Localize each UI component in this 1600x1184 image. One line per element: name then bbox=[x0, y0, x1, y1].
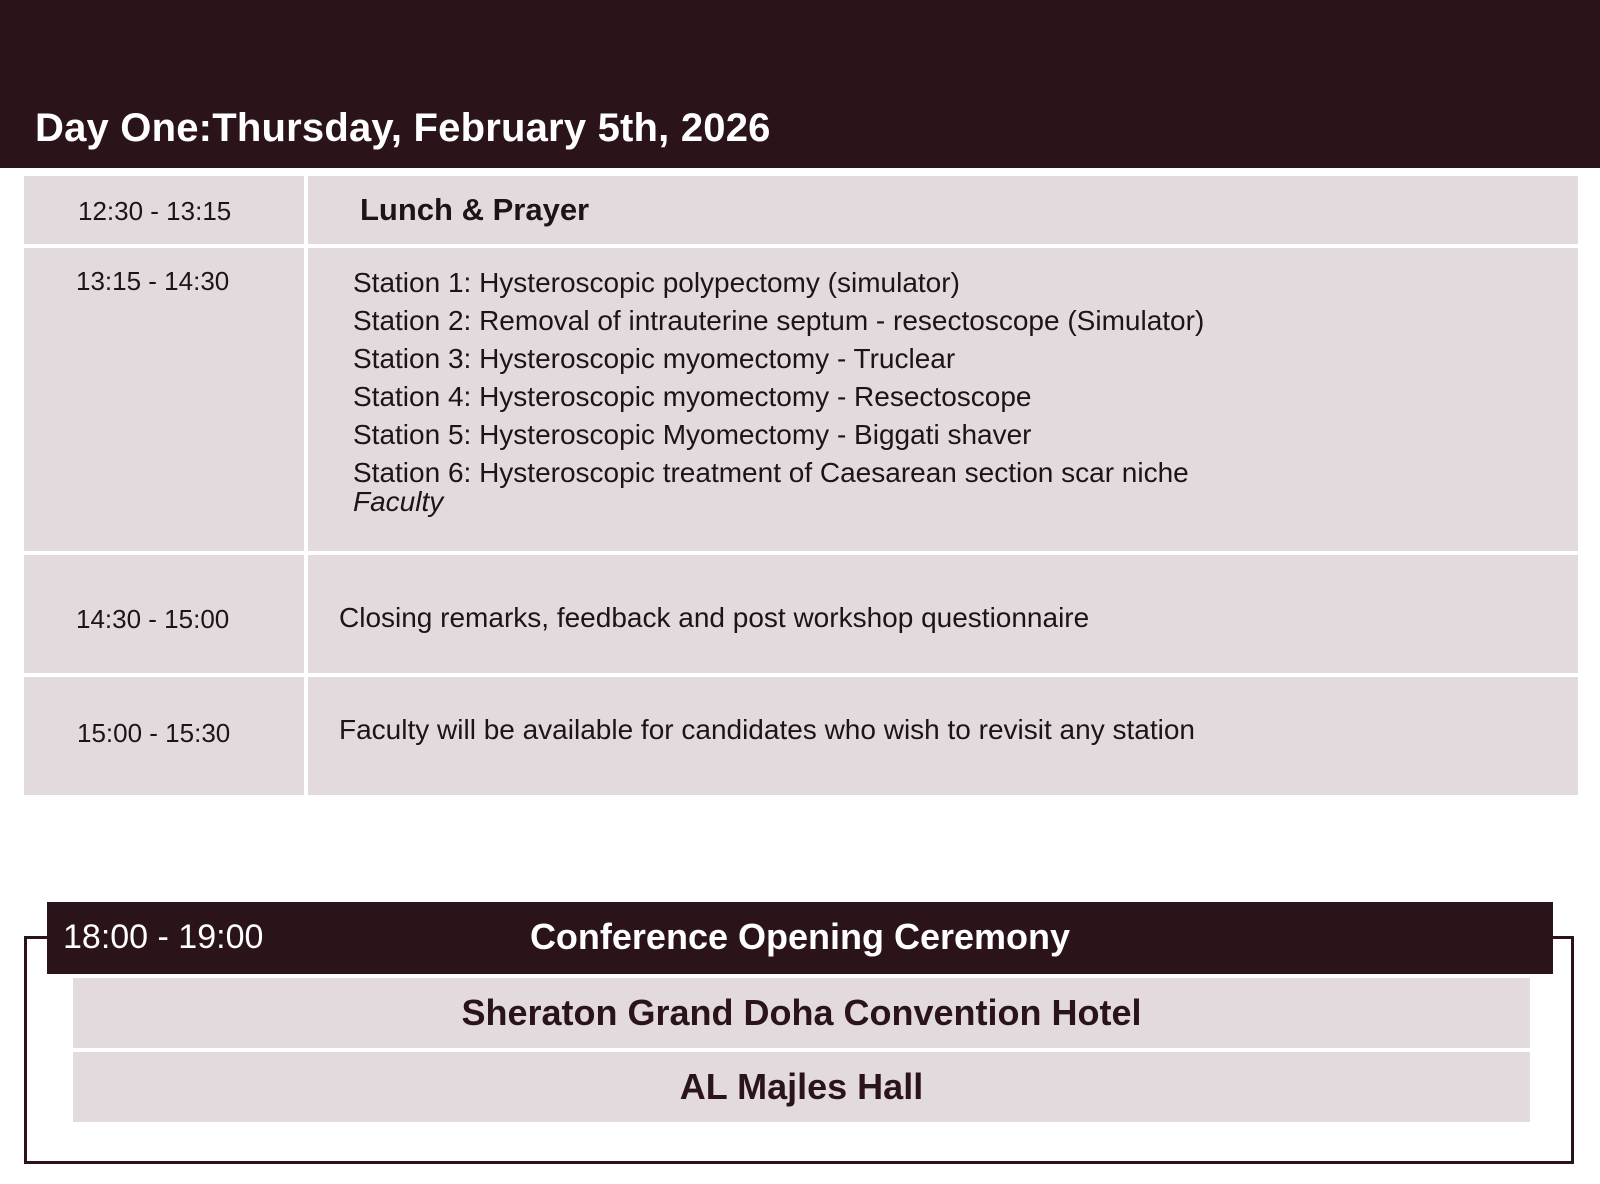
session-title: Lunch & Prayer bbox=[360, 192, 590, 227]
ceremony-time: 18:00 - 19:00 bbox=[63, 918, 264, 956]
hall-name: AL Majles Hall bbox=[73, 1052, 1530, 1122]
session-text: Closing remarks, feedback and post workshop questionnaire bbox=[339, 602, 1090, 633]
schedule-row-lunch bbox=[24, 176, 1578, 244]
session-text: Faculty will be available for candidates who wish to revisit any station bbox=[339, 714, 1195, 745]
station-list bbox=[353, 264, 1204, 492]
station-item: Station 5: Hysteroscopic Myomectomy - Biggati shaver bbox=[353, 419, 1032, 450]
schedule-row-faculty bbox=[24, 677, 1578, 795]
station-item: Station 4: Hysteroscopic myomectomy - Resectoscope bbox=[353, 381, 1032, 412]
ceremony-title: Conference Opening Ceremony bbox=[529, 916, 1071, 957]
content-cell bbox=[308, 248, 1578, 551]
ceremony-header bbox=[47, 902, 1553, 974]
content-cell bbox=[308, 677, 1578, 795]
station-item: Station 6: Hysteroscopic treatment of Caesarean section scar niche bbox=[353, 457, 1189, 488]
time-cell bbox=[24, 555, 304, 673]
day-header bbox=[0, 0, 1600, 168]
time-label: 13:15 - 14:30 bbox=[76, 266, 230, 296]
schedule-row-closing bbox=[24, 555, 1578, 673]
content-cell bbox=[308, 555, 1578, 673]
day-title: Day One:Thursday, February 5th, 2026 bbox=[35, 106, 771, 150]
time-cell bbox=[24, 248, 304, 551]
frame-corner-right bbox=[1550, 936, 1574, 939]
time-cell bbox=[24, 176, 304, 244]
station-item: Station 3: Hysteroscopic myomectomy - Truclear bbox=[353, 343, 956, 374]
time-label: 12:30 - 13:15 bbox=[78, 196, 232, 226]
station-item: Station 2: Removal of intrauterine septum - resectoscope (Simulator) bbox=[353, 305, 1205, 336]
faculty-note: Faculty bbox=[353, 486, 444, 517]
venue-name: Sheraton Grand Doha Convention Hotel bbox=[73, 978, 1530, 1048]
frame-corner-left bbox=[24, 936, 48, 939]
time-label: 14:30 - 15:00 bbox=[76, 604, 230, 634]
content-cell bbox=[308, 176, 1578, 244]
station-item: Station 1: Hysteroscopic polypectomy (simulator) bbox=[353, 267, 960, 298]
schedule-row-stations bbox=[24, 248, 1578, 551]
time-cell bbox=[24, 677, 304, 795]
time-label: 15:00 - 15:30 bbox=[77, 718, 231, 748]
